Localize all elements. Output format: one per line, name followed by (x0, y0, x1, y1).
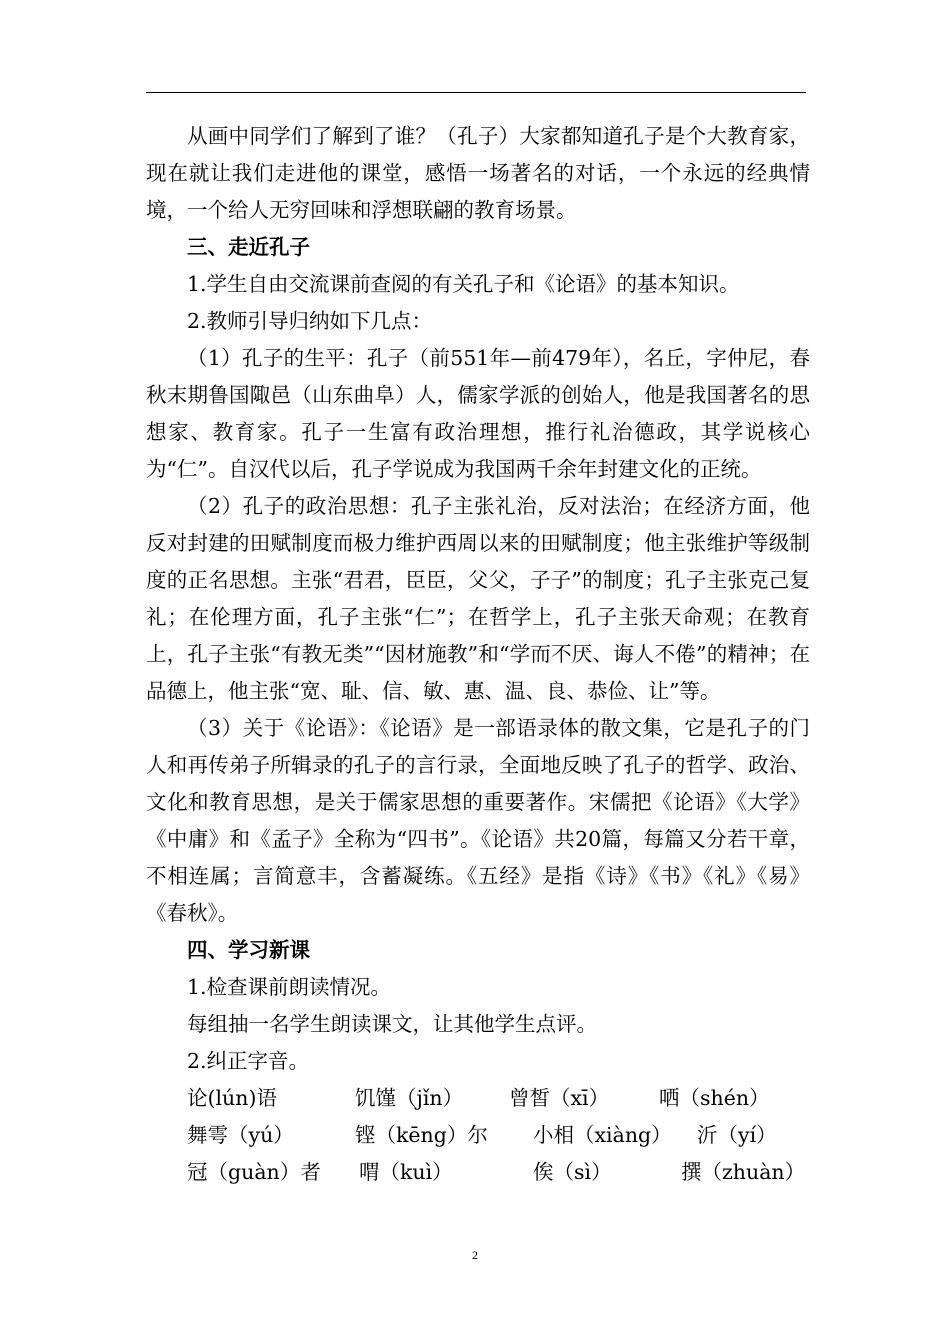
pinyin-entry: 小相（xiàng） (533, 1123, 672, 1147)
pinyin-entry: 曾皙（xī） (509, 1086, 610, 1110)
section-4-item-1: 1.检查课前朗读情况。 (187, 975, 392, 999)
pinyin-row-2 (146, 1117, 810, 1154)
section-4-item-1-detail: 每组抽一名学生朗读课文，让其他学生点评。 (187, 1012, 597, 1036)
about-analects: （3）关于《论语》：《论语》是一部语录体的散文集，它是孔子的门人和再传弟子所辑录的孔子的言行录，全面地反映了孔子的哲学、政治、文化和教育思想，是关于儒家思想的重要著作。宋儒把《论语》《大学》《中庸》和《孟子》全称为“四书”。《论语》共20篇，每篇又分若干章，不相连属；言简意丰，含蓄凝练。《五经》是指《诗》《书》《礼》《易》《春秋》。 (146, 716, 810, 925)
page-body (146, 118, 810, 1191)
pinyin-entry: 哂（shén） (659, 1086, 770, 1110)
section-3-item-2: 2.教师引导归纳如下几点： (187, 309, 433, 333)
pinyin-entry: 撰（zhuàn） (681, 1160, 806, 1184)
section-3-item-1: 1.学生自由交流课前查阅的有关孔子和《论语》的基本知识。 (187, 272, 740, 296)
header-rule (146, 92, 806, 93)
pinyin-entry: 论(lún)语 (187, 1086, 277, 1110)
section-4-heading: 四、学习新课 (187, 938, 310, 962)
section-3-heading: 三、走近孔子 (187, 235, 310, 259)
pinyin-entry: 俟（sì） (533, 1160, 612, 1184)
pinyin-entry: 舞雩（yú） (187, 1123, 294, 1147)
pinyin-entry: 沂（yí） (697, 1123, 777, 1147)
pinyin-entry: 喟（kuì） (359, 1160, 453, 1184)
pinyin-entry: 铿（kēng）尔 (355, 1123, 488, 1147)
pinyin-entry: 冠（guàn）者 (187, 1160, 321, 1184)
confucius-biography: （1）孔子的生平：孔子（前551年—前479年），名丘，字仲尼，春秋末期鲁国陬邑（山东曲阜）人，儒家学派的创始人，他是我国著名的思想家、教育家。孔子一生富有政治理想，推行礼治德政，其学说核心为“仁”。自汉代以后，孔子学说成为我国两千余年封建文化的正统。 (146, 346, 810, 481)
pinyin-row-3 (146, 1154, 810, 1191)
intro-paragraph: 从画中同学们了解到了谁？（孔子）大家都知道孔子是个大教育家，现在就让我们走进他的课堂，感悟一场著名的对话，一个永远的经典情境，一个给人无穷回味和浮想联翩的教育场景。 (146, 124, 810, 222)
section-4-item-2: 2.纠正字音。 (187, 1049, 310, 1073)
pinyin-entry: 饥馑（jǐn） (355, 1086, 464, 1110)
confucius-political-thought: （2）孔子的政治思想：孔子主张礼治，反对法治；在经济方面，他反对封建的田赋制度而极力维护西周以来的田赋制度；他主张维护等级制度的正名思想。主张“君君，臣臣，父父，子子”的制度；孔子主张克己复礼；在伦理方面，孔子主张“仁”；在哲学上，孔子主张天命观；在教育上，孔子主张“有教无类”“因材施教”和“学而不厌、诲人不倦”的精神；在品德上，他主张“宽、耻、信、敏、惠、温、良、恭俭、让”等。 (146, 494, 810, 703)
page-number: 2 (472, 1248, 478, 1262)
pinyin-row-1 (146, 1080, 810, 1117)
